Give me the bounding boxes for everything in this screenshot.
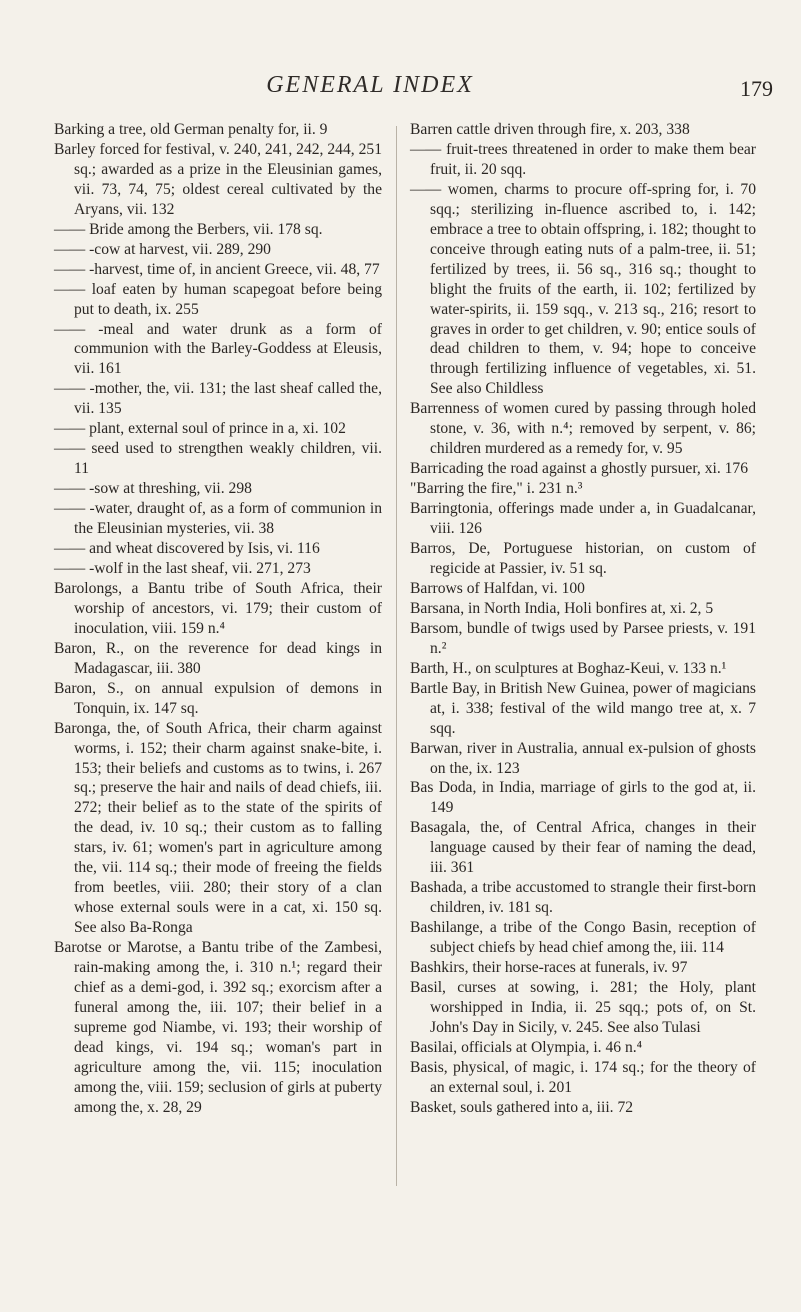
index-entry: Basilai, officials at Olympia, i. 46 n.⁴ bbox=[410, 1038, 643, 1056]
index-entry: Bashilange, a tribe of the Congo Basin, reception of subject chiefs by head chief among the, iii. 114 bbox=[410, 919, 756, 957]
index-subentry: —— women, charms to procure off-spring for, i. 70 sqq.; sterilizing in-fluence ascribed to, i. 142; embrace a tree to obtain offspring, i. 182; thought to conceive through eating nuts of a palm-tree, ii. 51; fertilized by trees, ii. 56 sq., 316 sq.; thought to blight the fruits of the earth, ii. 102; fertilized by water-spirits, ii. 159 sqq., v. 213 sq., 216; resort to graves in order to get children, v. 90; entice souls of dead children to them, v. 94; hope to conceive through fertilizing influence of vegetables, xi. 51. See also Childless bbox=[410, 180, 756, 398]
index-entry: Barking a tree, old German penalty for, ii. 9 bbox=[54, 121, 328, 138]
index-entry: Barotse or Marotse, a Bantu tribe of the Zambesi, rain-making among the, i. 310 n.¹; regard their chief as a demi-god, i. 392 sq.; exorcism after a funeral among the, iii. 107; their belief in a supreme god Niambe, vi. 193; their worship of dead kings, vi. 194 sq.; woman's part in agriculture among the, vii. 115; inoculation among the, viii. 159; seclusion of girls at puberty among the, x. 28, 29 bbox=[54, 939, 382, 1116]
running-title: GENERAL INDEX bbox=[266, 72, 474, 98]
index-entry: Bartle Bay, in British New Guinea, power of magicians at, i. 338; festival of the wild mango tree at, x. 7 sqq. bbox=[410, 679, 756, 737]
index-entry: Barwan, river in Australia, annual ex-pulsion of ghosts on the, ix. 123 bbox=[410, 739, 756, 777]
column-divider bbox=[396, 126, 397, 1186]
index-subentry: —— fruit-trees threatened in order to make them bear fruit, ii. 20 sqq. bbox=[410, 140, 756, 178]
index-entry: Barricading the road against a ghostly pursuer, xi. 176 bbox=[410, 460, 749, 478]
index-subentry: —— -sow at threshing, vii. 298 bbox=[54, 480, 252, 498]
index-entry: Bashkirs, their horse-races at funerals, iv. 97 bbox=[410, 959, 688, 977]
index-entry: Basil, curses at sowing, i. 281; the Holy, plant worshipped in India, ii. 25 sqq.; pots of, on St. John's Day in Sicily, v. 245. See also Tulasi bbox=[410, 978, 756, 1036]
index-entry: Barrows of Halfdan, vi. 100 bbox=[410, 579, 585, 597]
page-number: 179 bbox=[740, 76, 773, 101]
index-entry: Baron, R., on the reverence for dead kings in Madagascar, iii. 380 bbox=[54, 639, 382, 677]
index-subentry: —— and wheat discovered by Isis, vi. 116 bbox=[54, 540, 320, 558]
index-entry: Basis, physical, of magic, i. 174 sq.; for the theory of an external soul, i. 201 bbox=[410, 1058, 756, 1096]
index-entry: Basagala, the, of Central Africa, changes in their language caused by their fear of naming the dead, iii. 361 bbox=[410, 819, 756, 877]
index-column-left bbox=[54, 120, 382, 1118]
index-entry: Bas Doda, in India, marriage of girls to the god at, ii. 149 bbox=[410, 779, 756, 817]
index-entry: Bashada, a tribe accustomed to strangle their first-born children, iv. 181 sq. bbox=[410, 879, 756, 917]
index-entry: Barley forced for festival, v. 240, 241, 242, 244, 251 sq.; awarded as a prize in the Eleusinian games, vii. 73, 74, 75; oldest cereal cultivated by the Aryans, vii. 132 bbox=[54, 140, 382, 218]
index-entry: Baron, S., on annual expulsion of demons in Tonquin, ix. 147 sq. bbox=[54, 679, 382, 717]
index-subentry: —— plant, external soul of prince in a, xi. 102 bbox=[54, 420, 346, 438]
index-subentry: —— -cow at harvest, vii. 289, 290 bbox=[54, 240, 271, 258]
index-entry: Barringtonia, offerings made under a, in Guadalcanar, viii. 126 bbox=[410, 500, 756, 538]
index-entry: Barolongs, a Bantu tribe of South Africa, their worship of ancestors, vi. 179; their custom of inoculation, viii. 159 n.⁴ bbox=[54, 579, 382, 637]
index-entry: Barren cattle driven through fire, x. 203, 338 bbox=[410, 121, 690, 138]
index-subentry: —— -mother, the, vii. 131; the last sheaf called the, vii. 135 bbox=[54, 380, 382, 418]
index-subentry: —— Bride among the Berbers, vii. 178 sq. bbox=[54, 220, 323, 238]
index-entry: "Barring the fire," i. 231 n.³ bbox=[410, 480, 583, 498]
index-subentry: —— -wolf in the last sheaf, vii. 271, 273 bbox=[54, 559, 311, 577]
index-subentry: —— loaf eaten by human scapegoat before being put to death, ix. 255 bbox=[54, 280, 382, 318]
index-column-right bbox=[410, 120, 756, 1118]
index-entry: Barros, De, Portuguese historian, on custom of regicide at Passier, iv. 51 sq. bbox=[410, 540, 756, 577]
index-entry: Barrenness of women cured by passing through holed stone, v. 36, with n.⁴; removed by serpent, v. 86; children murdered as a remedy for, v. 95 bbox=[410, 400, 756, 458]
index-entry: Barsana, in North India, Holi bonfires at, xi. 2, 5 bbox=[410, 599, 714, 617]
index-entry: Basket, souls gathered into a, iii. 72 bbox=[410, 1098, 634, 1116]
index-subentry: —— -water, draught of, as a form of communion in the Eleusinian mysteries, vii. 38 bbox=[54, 500, 382, 538]
page-header bbox=[0, 72, 801, 112]
index-subentry: —— seed used to strengthen weakly children, vii. 11 bbox=[54, 440, 382, 478]
index-entry: Barth, H., on sculptures at Boghaz-Keui, v. 133 n.¹ bbox=[410, 659, 727, 677]
index-entry: Baronga, the, of South Africa, their charm against worms, i. 152; their charm against snake-bite, i. 153; their beliefs and customs as to twins, i. 267 sq.; preserve the hair and nails of dead chiefs, iii. 272; their belief as to the state of the spirits of the dead, iv. 10 sq.; their custom as to falling stars, iv. 61; women's part in agriculture among the, vii. 114 sq.; their mode of freeing the fields from beetles, viii. 280; their story of a clan whose external souls were in a cat, xi. 150 sq. See also Ba-Ronga bbox=[54, 719, 382, 937]
index-subentry: —— -meal and water drunk as a form of communion with the Barley-Goddess at Eleusis, vii. 161 bbox=[54, 320, 382, 378]
index-entry: Barsom, bundle of twigs used by Parsee priests, v. 191 n.² bbox=[410, 619, 756, 657]
index-subentry: —— -harvest, time of, in ancient Greece, vii. 48, 77 bbox=[54, 260, 380, 278]
